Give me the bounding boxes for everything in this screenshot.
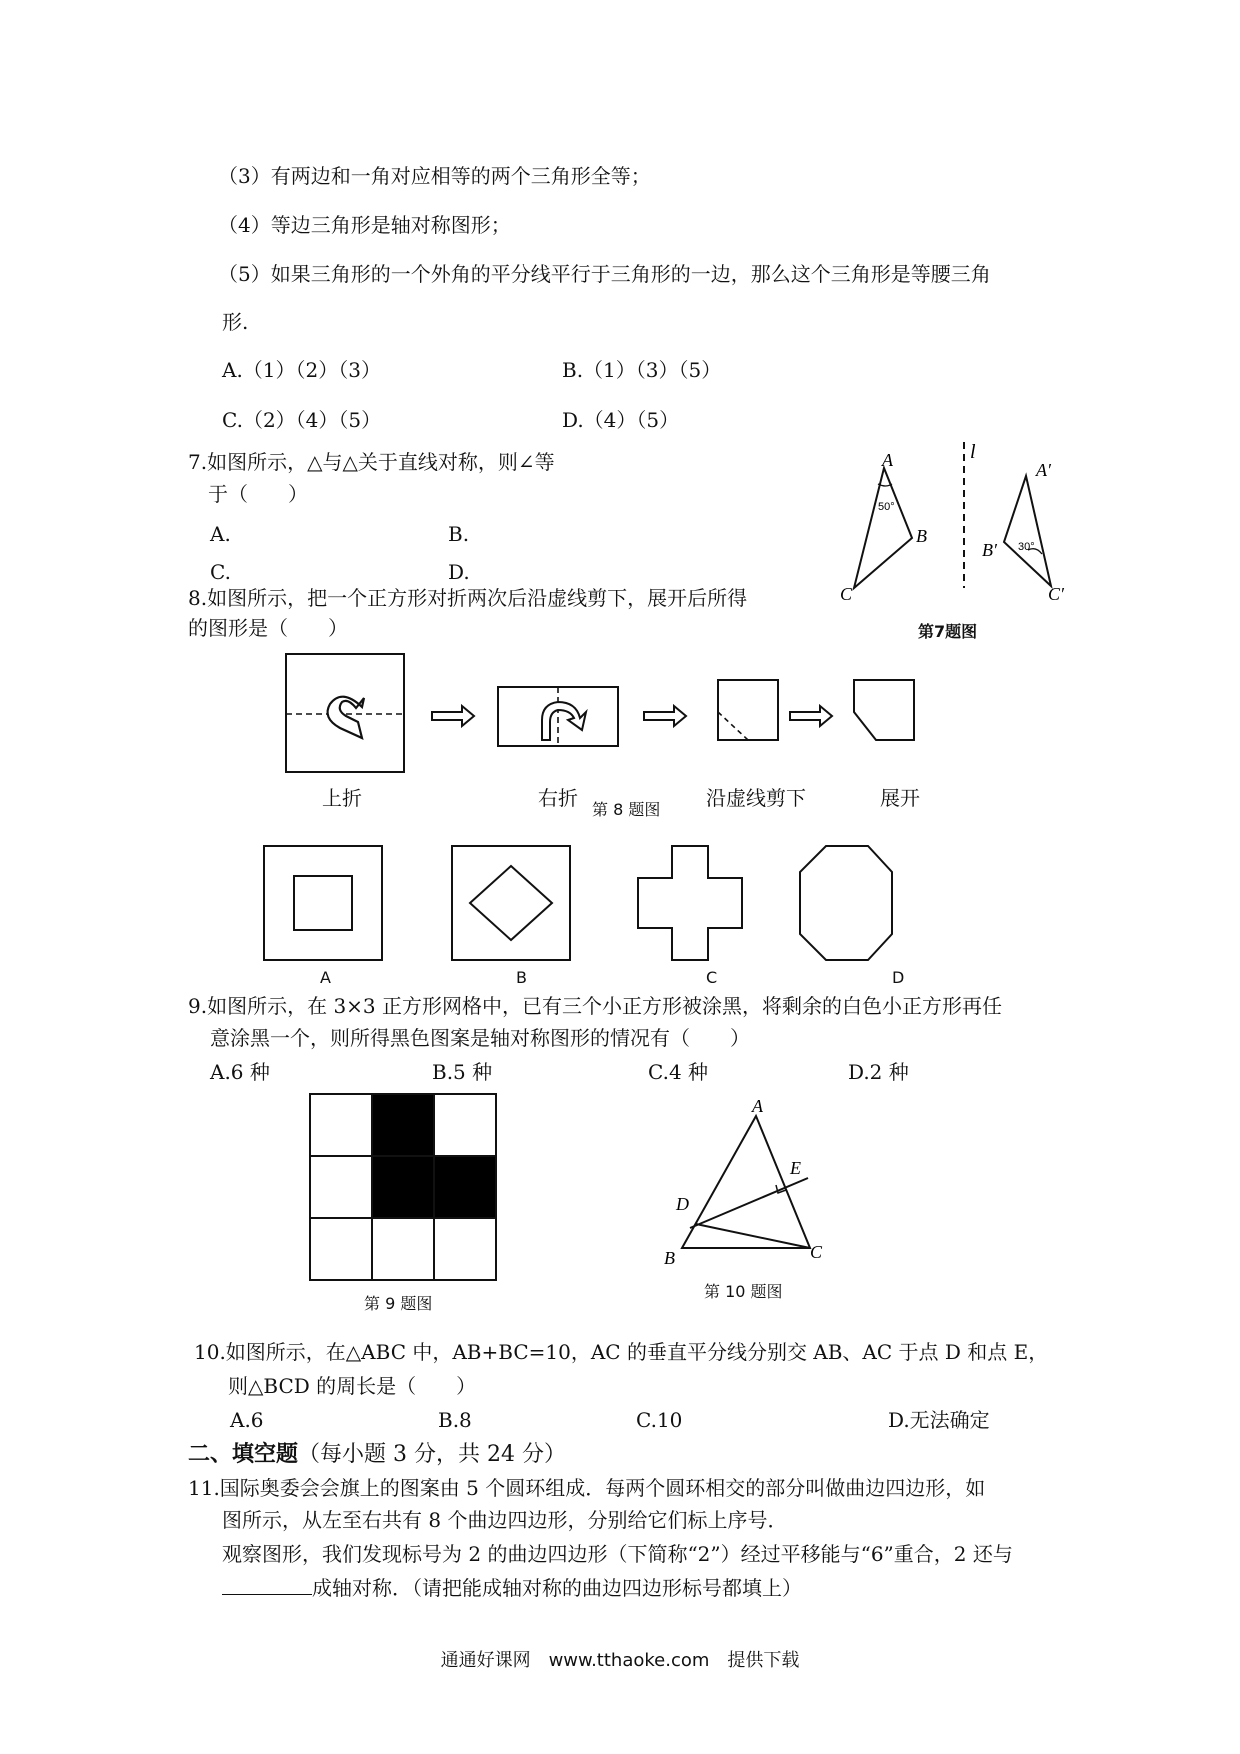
q6-item3: （3）有两边和一角对应相等的两个三角形全等； [218,164,651,188]
q7-option-c: C. [210,560,231,584]
q8-options-figure [262,844,952,964]
q8-option-label-a: A [320,968,331,987]
q7-figure-caption: 第7题图 [918,622,978,641]
q11-answer-blank[interactable] [222,1576,312,1595]
q7-figure [830,438,1080,604]
q11-stem-line2: 图所示，从左至右共有 8 个曲边四边形，分别给它们标上序号． [222,1508,788,1532]
q8-option-label-d: D [892,968,905,987]
grid-cell-white [310,1156,372,1218]
q8-step-fold-up: 上折 [322,786,362,810]
q7-label-b-prime: B′ [982,540,997,560]
q11-stem-line4 [222,1576,802,1600]
q10-option-d: D.无法确定 [888,1408,990,1432]
q8-option-label-c: C [706,968,718,987]
q7-label-c-prime: C′ [1048,584,1064,604]
q6-option-a: A.（1）（2）（3） [222,358,381,382]
q6-item4: （4）等边三角形是轴对称图形； [218,213,511,237]
page-footer: 通通好课网 www.tthaoke.com 提供下载 [440,1650,800,1671]
grid-cell-white [434,1218,496,1280]
q6-item5-line2: 形. [222,310,249,334]
q9-figure-caption: 第 9 题图 [364,1294,433,1313]
q9-stem-line1: 9.如图所示，在 3×3 正方形网格中，已有三个小正方形被涂黑，将剩余的白色小正方形再任 [188,994,1003,1018]
grid-cell-white [310,1094,372,1156]
q8-option-label-b: B [516,968,527,987]
q7-label-a: A [882,450,893,470]
q11-stem-line1: 11.国际奥委会会旗上的图案由 5 个圆环组成．每两个圆环相交的部分叫做曲边四边形，如 [188,1476,986,1500]
q7-option-a: A. [210,522,231,546]
q6-option-d: D.（4）（5） [562,408,680,432]
q8-process-figure [284,652,944,782]
q9-option-a: A.6 种 [210,1060,270,1084]
grid-cell-white [434,1094,496,1156]
q7-label-a-prime: A′ [1036,460,1051,480]
section2-title: 二、填空题 [188,1441,299,1467]
q10-option-c: C.10 [636,1408,683,1432]
q10-figure [660,1098,840,1278]
q10-label-a: A [752,1096,763,1116]
q8-stem-line1: 8.如图所示，把一个正方形对折两次后沿虚线剪下，展开后所得 [188,586,748,610]
section2-subtitle: （每小题 3 分，共 24 分） [298,1442,566,1467]
q9-option-c: C.4 种 [648,1060,709,1084]
q7-angle-50: 50° [878,501,895,513]
q9-option-b: B.5 种 [432,1060,493,1084]
q7-stem-line1: 7.如图所示，△与△关于直线对称，则∠等 [188,450,555,474]
q10-label-c: C [810,1242,823,1262]
q7-angle-30: 30° [1018,541,1035,553]
q7-label-b: B [916,526,927,546]
q11-stem-line3: 观察图形，我们发现标号为 2 的曲边四边形（下简称“2”）经过平移能与“6”重合，2 还与 [222,1542,1013,1566]
grid-cell-white [310,1218,372,1280]
q6-option-b: B.（1）（3）（5） [562,358,722,382]
q7-label-c: C [840,584,853,604]
grid-cell-black [372,1094,434,1156]
grid-cell-black [372,1156,434,1218]
grid-cell-black [434,1156,496,1218]
q10-stem-line2: 则△BCD 的周长是（ ） [228,1374,477,1398]
grid-cell-white [372,1218,434,1280]
q6-item5-line1: （5）如果三角形的一个外角的平分线平行于三角形的一边，那么这个三角形是等腰三角 [218,262,991,286]
q8-step-cut: 沿虚线剪下 [706,786,806,810]
q10-option-b: B.8 [438,1408,472,1432]
q7-label-l: l [970,441,976,463]
section2-heading [188,1442,566,1467]
q7-option-b: B. [448,522,470,546]
q7-option-d: D. [448,560,470,584]
q6-option-c: C.（2）（4）（5） [222,408,382,432]
q8-step-unfold: 展开 [880,786,920,810]
q7-stem-line2: 于（ ） [208,482,308,506]
q10-label-e: E [790,1158,801,1178]
q10-option-a: A.6 [230,1408,264,1432]
q9-grid-figure [308,1092,500,1284]
q9-stem-line2: 意涂黑一个，则所得黑色图案是轴对称图形的情况有（ ） [210,1026,750,1050]
q8-figure-caption: 第 8 题图 [592,800,661,819]
q8-step-fold-right: 右折 [538,786,578,810]
q9-option-d: D.2 种 [848,1060,909,1084]
q10-figure-caption: 第 10 题图 [704,1282,783,1301]
q10-label-b: B [664,1248,675,1268]
q8-stem-line2: 的图形是（ ） [188,616,348,640]
q10-stem-line1: 10.如图所示，在△ABC 中，AB+BC=10，AC 的垂直平分线分别交 AB、AC 于点 D 和点 E， [194,1340,1049,1364]
q10-label-d: D [676,1194,689,1214]
q11-line4-text: 成轴对称．（请把能成轴对称的曲边四边形标号都填上） [312,1576,802,1600]
